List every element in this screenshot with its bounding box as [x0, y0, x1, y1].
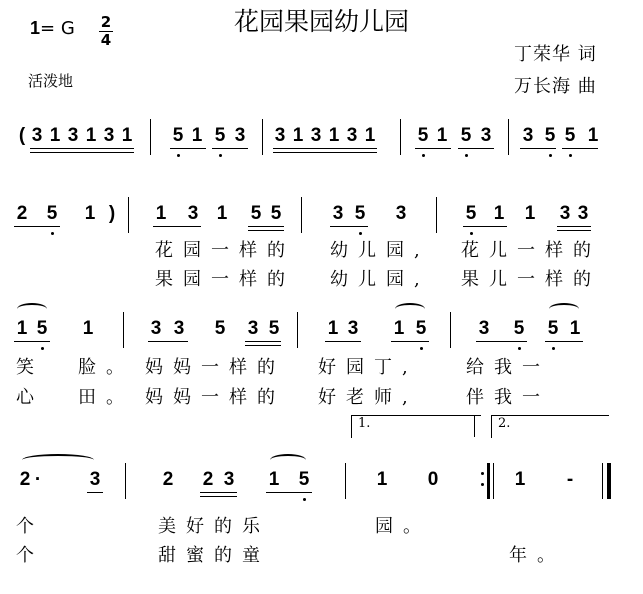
note: 2 — [162, 469, 174, 490]
first-ending-bracket: 1. — [351, 415, 481, 438]
lyric: 幼儿园, — [330, 269, 430, 290]
lyric: 果园一样的 — [155, 269, 295, 290]
beam — [557, 230, 591, 231]
barline — [123, 312, 124, 348]
note: 3 — [577, 203, 589, 224]
first-ending-end — [474, 415, 475, 437]
lyric: 年。 — [509, 545, 565, 566]
barline — [128, 197, 129, 233]
beam — [557, 226, 591, 227]
barline — [345, 463, 346, 499]
lyric: 妈妈一样的 — [145, 387, 285, 408]
time-signature — [99, 14, 113, 49]
beam — [520, 148, 556, 149]
key-signature — [30, 18, 75, 39]
note: 1 — [328, 125, 340, 146]
lyric: 园。 — [375, 516, 431, 537]
low-dot — [51, 232, 54, 235]
note: 1 — [393, 318, 405, 339]
barline — [150, 119, 151, 155]
beam — [14, 226, 60, 227]
note: 5 — [46, 203, 58, 224]
lyric: 好园丁, — [318, 357, 418, 378]
low-dot — [420, 347, 423, 350]
tie-arc — [270, 454, 306, 466]
song-title: 花园果园幼儿园 — [233, 7, 409, 36]
note: 2 — [19, 469, 31, 490]
augmentation-dot: · — [34, 469, 42, 490]
lyric: 花儿一样的 — [461, 240, 601, 261]
beam — [562, 148, 598, 149]
lyric: 个 — [16, 545, 44, 566]
beam — [273, 152, 377, 153]
beam — [14, 341, 50, 342]
note: 1 — [82, 318, 94, 339]
note: 5 — [250, 203, 262, 224]
beam — [170, 148, 206, 149]
note: 1 — [121, 125, 133, 146]
composer-credit: 万长海 曲 — [514, 76, 597, 97]
note: 5 — [547, 318, 559, 339]
note: 5 — [465, 203, 477, 224]
note: 1 — [85, 125, 97, 146]
note: 3 — [173, 318, 185, 339]
low-dot — [177, 154, 180, 157]
barline — [297, 312, 298, 348]
note: 1 — [436, 125, 448, 146]
lyric: 花园一样的 — [155, 240, 295, 261]
staff-row-4 — [0, 468, 643, 528]
note: 0 — [427, 469, 439, 490]
note: 3 — [274, 125, 286, 146]
beam — [325, 341, 361, 342]
note: 3 — [31, 125, 43, 146]
note: 1 — [327, 318, 339, 339]
time-bottom: 4 — [100, 31, 112, 49]
low-dot — [549, 154, 552, 157]
dash: - — [566, 469, 574, 490]
note: 5 — [298, 469, 310, 490]
beam — [30, 148, 134, 149]
beam — [248, 226, 284, 227]
beam — [87, 492, 103, 493]
note: 3 — [480, 125, 492, 146]
tie-arc — [17, 303, 47, 315]
beam — [153, 226, 201, 227]
note: 5 — [564, 125, 576, 146]
lyric: 甜蜜的童 — [158, 545, 270, 566]
note: 1 — [49, 125, 61, 146]
beam — [458, 148, 494, 149]
barline — [125, 463, 126, 499]
note: 3 — [310, 125, 322, 146]
note: 1 — [364, 125, 376, 146]
beam — [330, 226, 368, 227]
tie-arc — [549, 303, 579, 315]
beam — [212, 148, 248, 149]
repeat-dot — [481, 472, 484, 475]
note: 1 — [16, 318, 28, 339]
note: 1 — [493, 203, 505, 224]
low-dot — [41, 347, 44, 350]
lyric: 妈妈一样的 — [145, 357, 285, 378]
note: 2 — [16, 203, 28, 224]
note: 5 — [460, 125, 472, 146]
note: 5 — [172, 125, 184, 146]
note: 1 — [155, 203, 167, 224]
note: 5 — [214, 125, 226, 146]
lyric: 幼儿园, — [330, 240, 430, 261]
note: 3 — [522, 125, 534, 146]
close-paren: ) — [108, 203, 116, 224]
beam — [266, 492, 312, 493]
note: 5 — [417, 125, 429, 146]
staff-row-1 — [0, 124, 643, 184]
lyric: 笑 — [16, 357, 44, 378]
final-barline-thick — [607, 463, 611, 499]
note: 5 — [214, 318, 226, 339]
lyric: 美好的乐 — [158, 516, 270, 537]
low-dot — [569, 154, 572, 157]
note: 3 — [247, 318, 259, 339]
lyric: 脸。 — [78, 357, 134, 378]
note: 3 — [478, 318, 490, 339]
barline — [400, 119, 401, 155]
second-ending-bracket: 2. — [491, 415, 609, 438]
note: 1 — [569, 318, 581, 339]
note: 2 — [202, 469, 214, 490]
beam — [463, 226, 507, 227]
note: 1 — [84, 203, 96, 224]
low-dot — [465, 154, 468, 157]
note: 5 — [544, 125, 556, 146]
low-dot — [422, 154, 425, 157]
tie-arc — [395, 303, 425, 315]
beam — [200, 492, 237, 493]
beam — [30, 152, 134, 153]
lyricist-credit: 丁荣华 词 — [514, 44, 597, 65]
final-barline-thin — [602, 463, 603, 499]
beam — [545, 341, 583, 342]
note: 1 — [191, 125, 203, 146]
lyric: 伴我一 — [466, 387, 550, 408]
tie-arc — [22, 454, 94, 466]
note: 1 — [587, 125, 599, 146]
beam — [415, 148, 451, 149]
note: 1 — [514, 469, 526, 490]
tempo-marking: 活泼地 — [28, 72, 74, 90]
beam — [245, 341, 281, 342]
note: 5 — [270, 203, 282, 224]
note: 3 — [395, 203, 407, 224]
low-dot — [359, 232, 362, 235]
note: 1 — [376, 469, 388, 490]
note: 5 — [268, 318, 280, 339]
note: 5 — [415, 318, 427, 339]
note: 1 — [268, 469, 280, 490]
time-top: 2 — [100, 13, 112, 31]
note: 3 — [150, 318, 162, 339]
note: 1 — [292, 125, 304, 146]
low-dot — [470, 232, 473, 235]
lyric: 个 — [16, 516, 44, 537]
barline — [508, 119, 509, 155]
note: 5 — [513, 318, 525, 339]
key-rest: = G — [40, 18, 75, 39]
barline — [301, 197, 302, 233]
lyric: 给我一 — [466, 357, 550, 378]
repeat-dot — [481, 483, 484, 486]
barline — [436, 197, 437, 233]
note: 5 — [36, 318, 48, 339]
open-paren: ( — [18, 125, 26, 146]
beam — [245, 345, 281, 346]
low-dot — [219, 154, 222, 157]
beam — [248, 230, 284, 231]
repeat-barline — [487, 463, 490, 499]
beam — [273, 148, 377, 149]
barline — [450, 312, 451, 348]
lyric: 田。 — [78, 387, 134, 408]
note: 3 — [332, 203, 344, 224]
note: 3 — [559, 203, 571, 224]
note: 3 — [67, 125, 79, 146]
note: 3 — [346, 125, 358, 146]
key-tonic: 1 — [30, 18, 41, 38]
note: 3 — [187, 203, 199, 224]
lyric: 好老师, — [318, 387, 418, 408]
note: 1 — [524, 203, 536, 224]
note: 3 — [103, 125, 115, 146]
beam — [476, 341, 527, 342]
note: 3 — [89, 469, 101, 490]
low-dot — [518, 347, 521, 350]
note: 3 — [223, 469, 235, 490]
beam — [148, 341, 188, 342]
note: 1 — [216, 203, 228, 224]
low-dot — [552, 347, 555, 350]
lyric: 果儿一样的 — [461, 269, 601, 290]
barline — [262, 119, 263, 155]
barline — [493, 463, 494, 499]
lyric: 心 — [16, 387, 44, 408]
note: 3 — [347, 318, 359, 339]
low-dot — [303, 498, 306, 501]
note: 5 — [354, 203, 366, 224]
beam — [391, 341, 429, 342]
note: 3 — [234, 125, 246, 146]
beam — [200, 496, 237, 497]
